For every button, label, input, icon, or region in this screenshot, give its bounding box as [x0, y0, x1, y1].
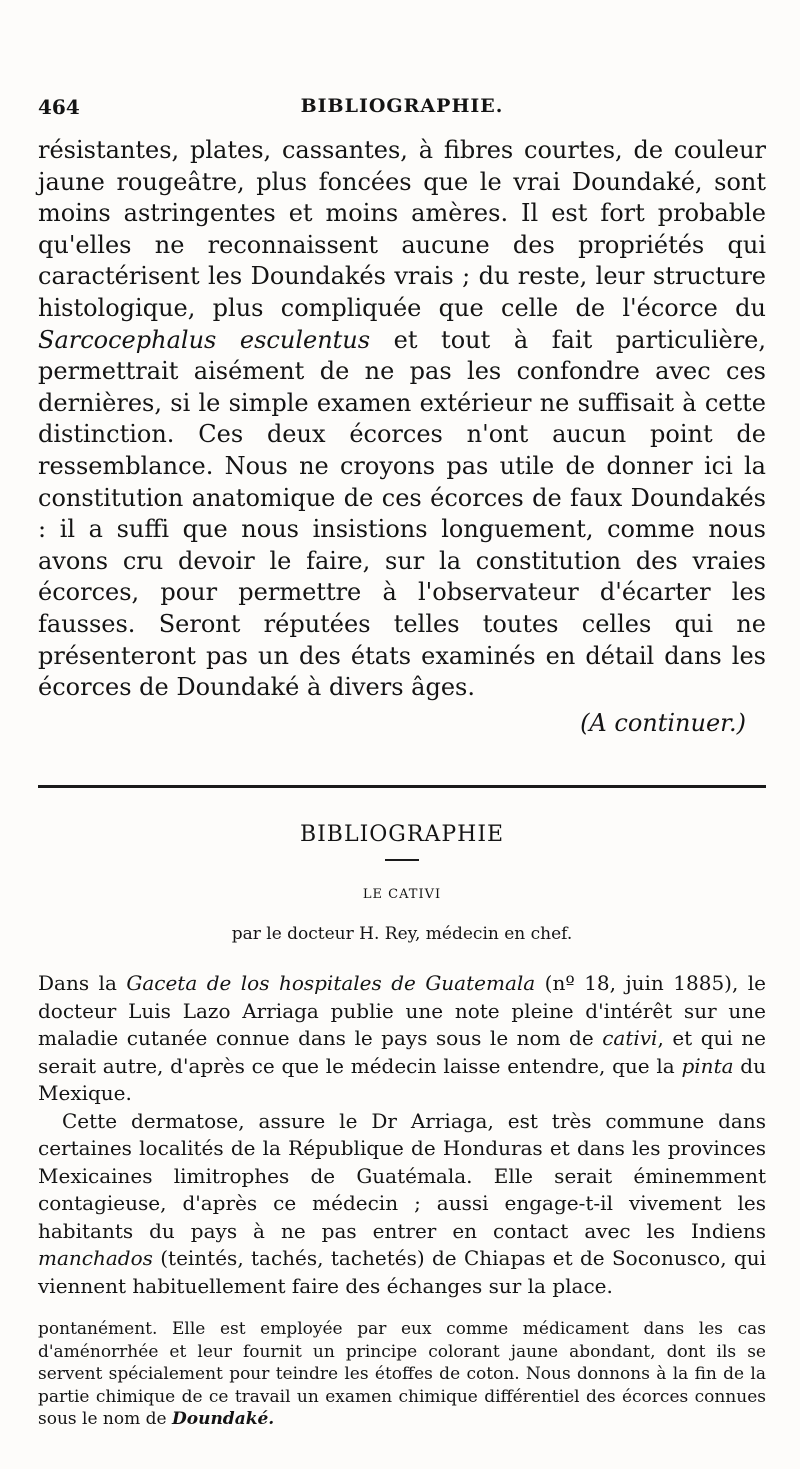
footnote-paragraph — [38, 1318, 766, 1431]
byline: par le docteur H. Rey, médecin en chef. — [231, 924, 573, 945]
section-divider — [38, 785, 766, 788]
journal-title: Gaceta de los hospitales de Guatemala — [126, 971, 536, 996]
review-text: (nº 18, juin 1885), le docteur Luis Lazo Arriaga publie une note pleine d'intérêt sur une maladie cutanée connue dans le pays sous le nom de — [38, 971, 767, 1051]
article-title: LE CATIVI — [362, 887, 442, 903]
review-text: , et qui ne serait autre, d'après ce que le médecin laisse entendre, que la — [38, 1026, 767, 1078]
species-name: Sarcocephalus esculentus — [38, 325, 371, 354]
running-title: BIBLIOGRAPHIE. — [300, 95, 504, 117]
review-paragraph-2 — [38, 1108, 766, 1301]
term-pinta: pinta — [681, 1053, 734, 1078]
term-manchados: manchados — [38, 1246, 153, 1271]
review-paragraph-1 — [38, 970, 766, 1108]
main-text-part1: résistantes, plates, cassantes, à fibres courtes, de couleur jaune rougeâtre, plus foncées que le vrai Doundaké, sont moins astringentes et moins amères. Il est fort probable qu'elles ne reconnaissent aucune des propriétés qui caractérisent les Doundakés vrais ; du reste, leur structure histologique, plus compliquée que celle de l'écorce du — [38, 136, 766, 322]
review-text: Cette dermatose, assure le Dr Arriaga, est très commune dans certaines localités de la République de Honduras et dans les provinces Mexicaines limitrophes de Guatémala. Elle serait éminemment contagieuse, d'après ce médecin ; aussi engage-t-il vivement les habitants du pays à ne pas entrer en contact avec les Indiens — [38, 1108, 766, 1243]
page-number: 464 — [38, 95, 80, 119]
main-paragraph — [38, 135, 766, 704]
to-continue-note: (A continuer.) — [580, 708, 746, 737]
page — [38, 95, 766, 1431]
footnote — [38, 1318, 766, 1431]
term-cativi: cativi — [602, 1026, 658, 1051]
review-text: Dans la — [38, 971, 127, 996]
footnote-text: pontanément. Elle est employée par eux comme médicament dans les cas d'aménorrhée et leur fournit un principe colorant jaune abondant, dont ils se servent spécialement pour teindre les étoffes de coton. Nous donnons à la fin de la partie chimique de ce travail un examen chimique différentiel des écorces connues sous le nom de — [38, 1319, 766, 1430]
review-body — [38, 970, 766, 1300]
running-head — [38, 95, 766, 135]
short-divider — [385, 859, 419, 861]
review-text: du Mexique. — [38, 1053, 766, 1106]
footnote-term: Doundaké. — [172, 1409, 275, 1430]
review-text: (teintés, tachés, tachetés) de Chiapas et de Soconusco, qui viennent habituellement faire des échanges sur la place. — [38, 1246, 766, 1298]
bibliography-heading: BIBLIOGRAPHIE — [299, 822, 505, 848]
main-text-part2: et tout à fait particulière, permettrait aisément de ne pas les confondre avec ces dernières, si le simple examen extérieur ne suffisait à cette distinction. Ces deux écorces n'ont aucun point de ressemblance. Nous ne croyons pas utile de donner ici la constitution anatomique de ces écorces de faux Doundakés : il a suffi que nous insistions longuement, comme nous avons cru devoir le faire, sur la constitution des vraies écorces, pour permettre à l'observateur d'écarter les fausses. Seront réputées telles toutes celles qui ne présenteront pas un des états examinés en détail dans les écorces de Doundaké à divers âges. — [38, 325, 766, 702]
